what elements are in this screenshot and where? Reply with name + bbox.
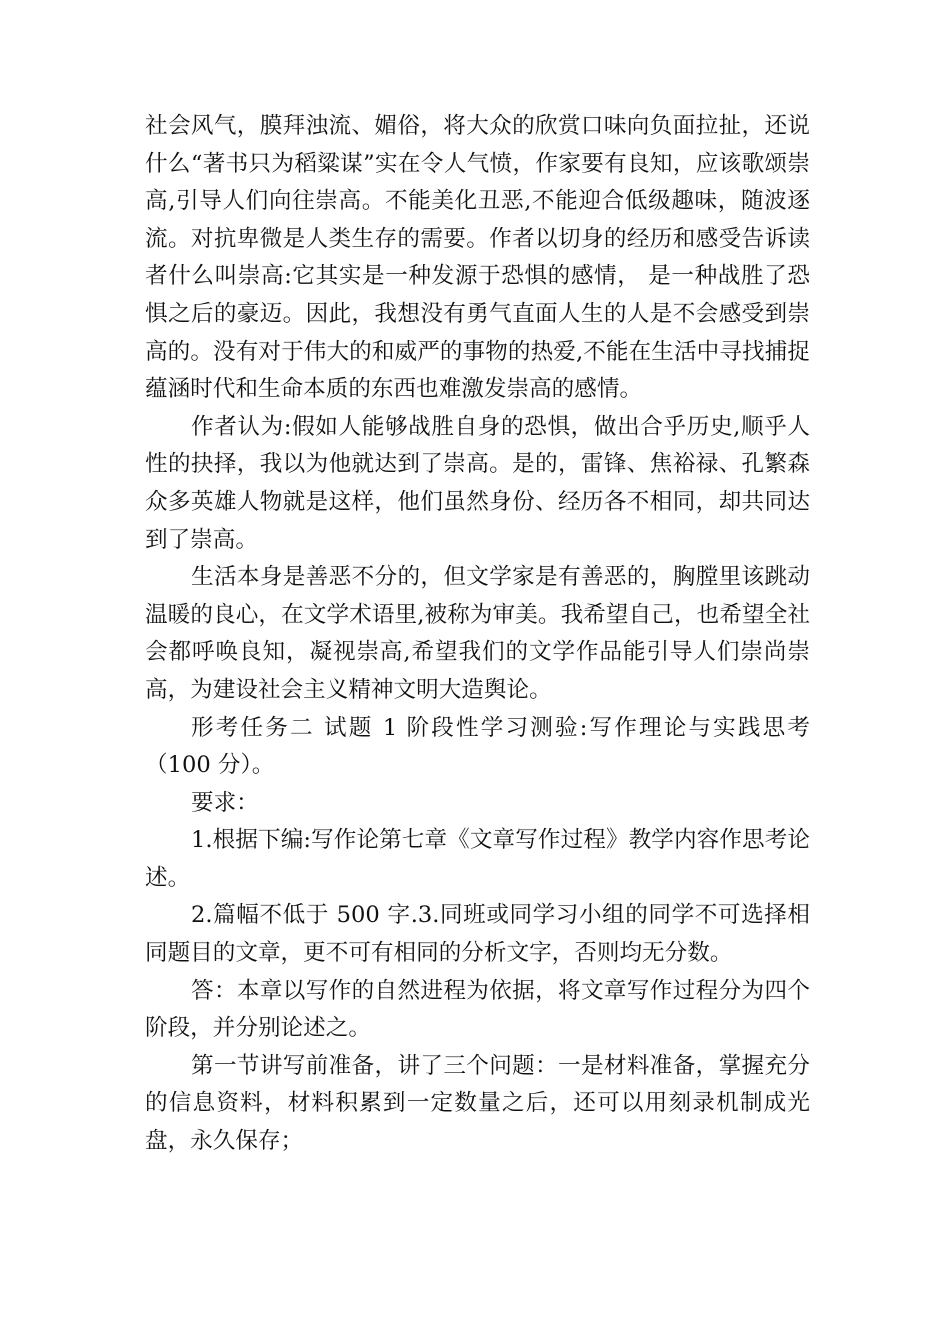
paragraph-1: 社会风气，膜拜浊流、媚俗，将大众的欣赏口味向负面拉扯，还说什么“著书只为稻粱谋”实在令人气愤，作家要有良知，应该歌颂崇高,引导人们向往崇高。不能美化丑恶,不能迎合低级趣味，随波逐流。对抗卑微是人类生存的需要。作者以切身的经历和感受告诉读者什么叫崇高:它其实是一种发源于恐惧的感情， 是一种战胜了恐惧之后的豪迈。因此，我想没有勇气直面人生的人是不会感受到崇高的。没有对于伟大的和威严的事物的热爱,不能在生活中寻找捕捉蕴涵时代和生命本质的东西也难激发崇高的感情。 [145,113,810,403]
paragraph-section-1: 第一节讲写前准备，讲了三个问题：一是材料准备，掌握充分的信息资料，材料积累到一定数量之后，还可以用刻录机制成光盘，永久保存； [145,1052,810,1155]
paragraph-3: 生活本身是善恶不分的，但文学家是有善恶的，胸膛里该跳动温暖的良心，在文学术语里,被称为审美。我希望自己，也希望全社会都呼唤良知，凝视崇高,希望我们的文学作品能引导人们崇尚崇高，为建设社会主义精神文明大造舆论。 [145,564,810,703]
paragraph-answer-intro: 答：本章以写作的自然进程为依据，将文章写作过程分为四个阶段，并分别论述之。 [145,977,810,1042]
paragraph-requirement-1: 1.根据下编:写作论第七章《文章写作过程》教学内容作思考论述。 [145,827,810,891]
paragraph-requirement-2-3: 2.篇幅不低于 500 字.3.同班或同学习小组的同学不可选择相同题目的文章，更不可有相同的分析文字，否则均无分数。 [145,902,810,967]
document-body [145,108,810,1161]
paragraph-requirements-heading: 要求： [191,789,259,816]
paragraph-task-title: 形考任务二 试题 1 阶段性学习测验:写作理论与实践思考（100 分）。 [145,714,810,779]
paragraph-2: 作者认为:假如人能够战胜自身的恐惧，做出合乎历史,顺乎人性的抉择，我以为他就达到了崇高。是的，雷锋、焦裕禄、孔繁森众多英雄人物就是这样，他们虽然身份、经历各不相同，却共同达到了崇高。 [145,413,810,553]
